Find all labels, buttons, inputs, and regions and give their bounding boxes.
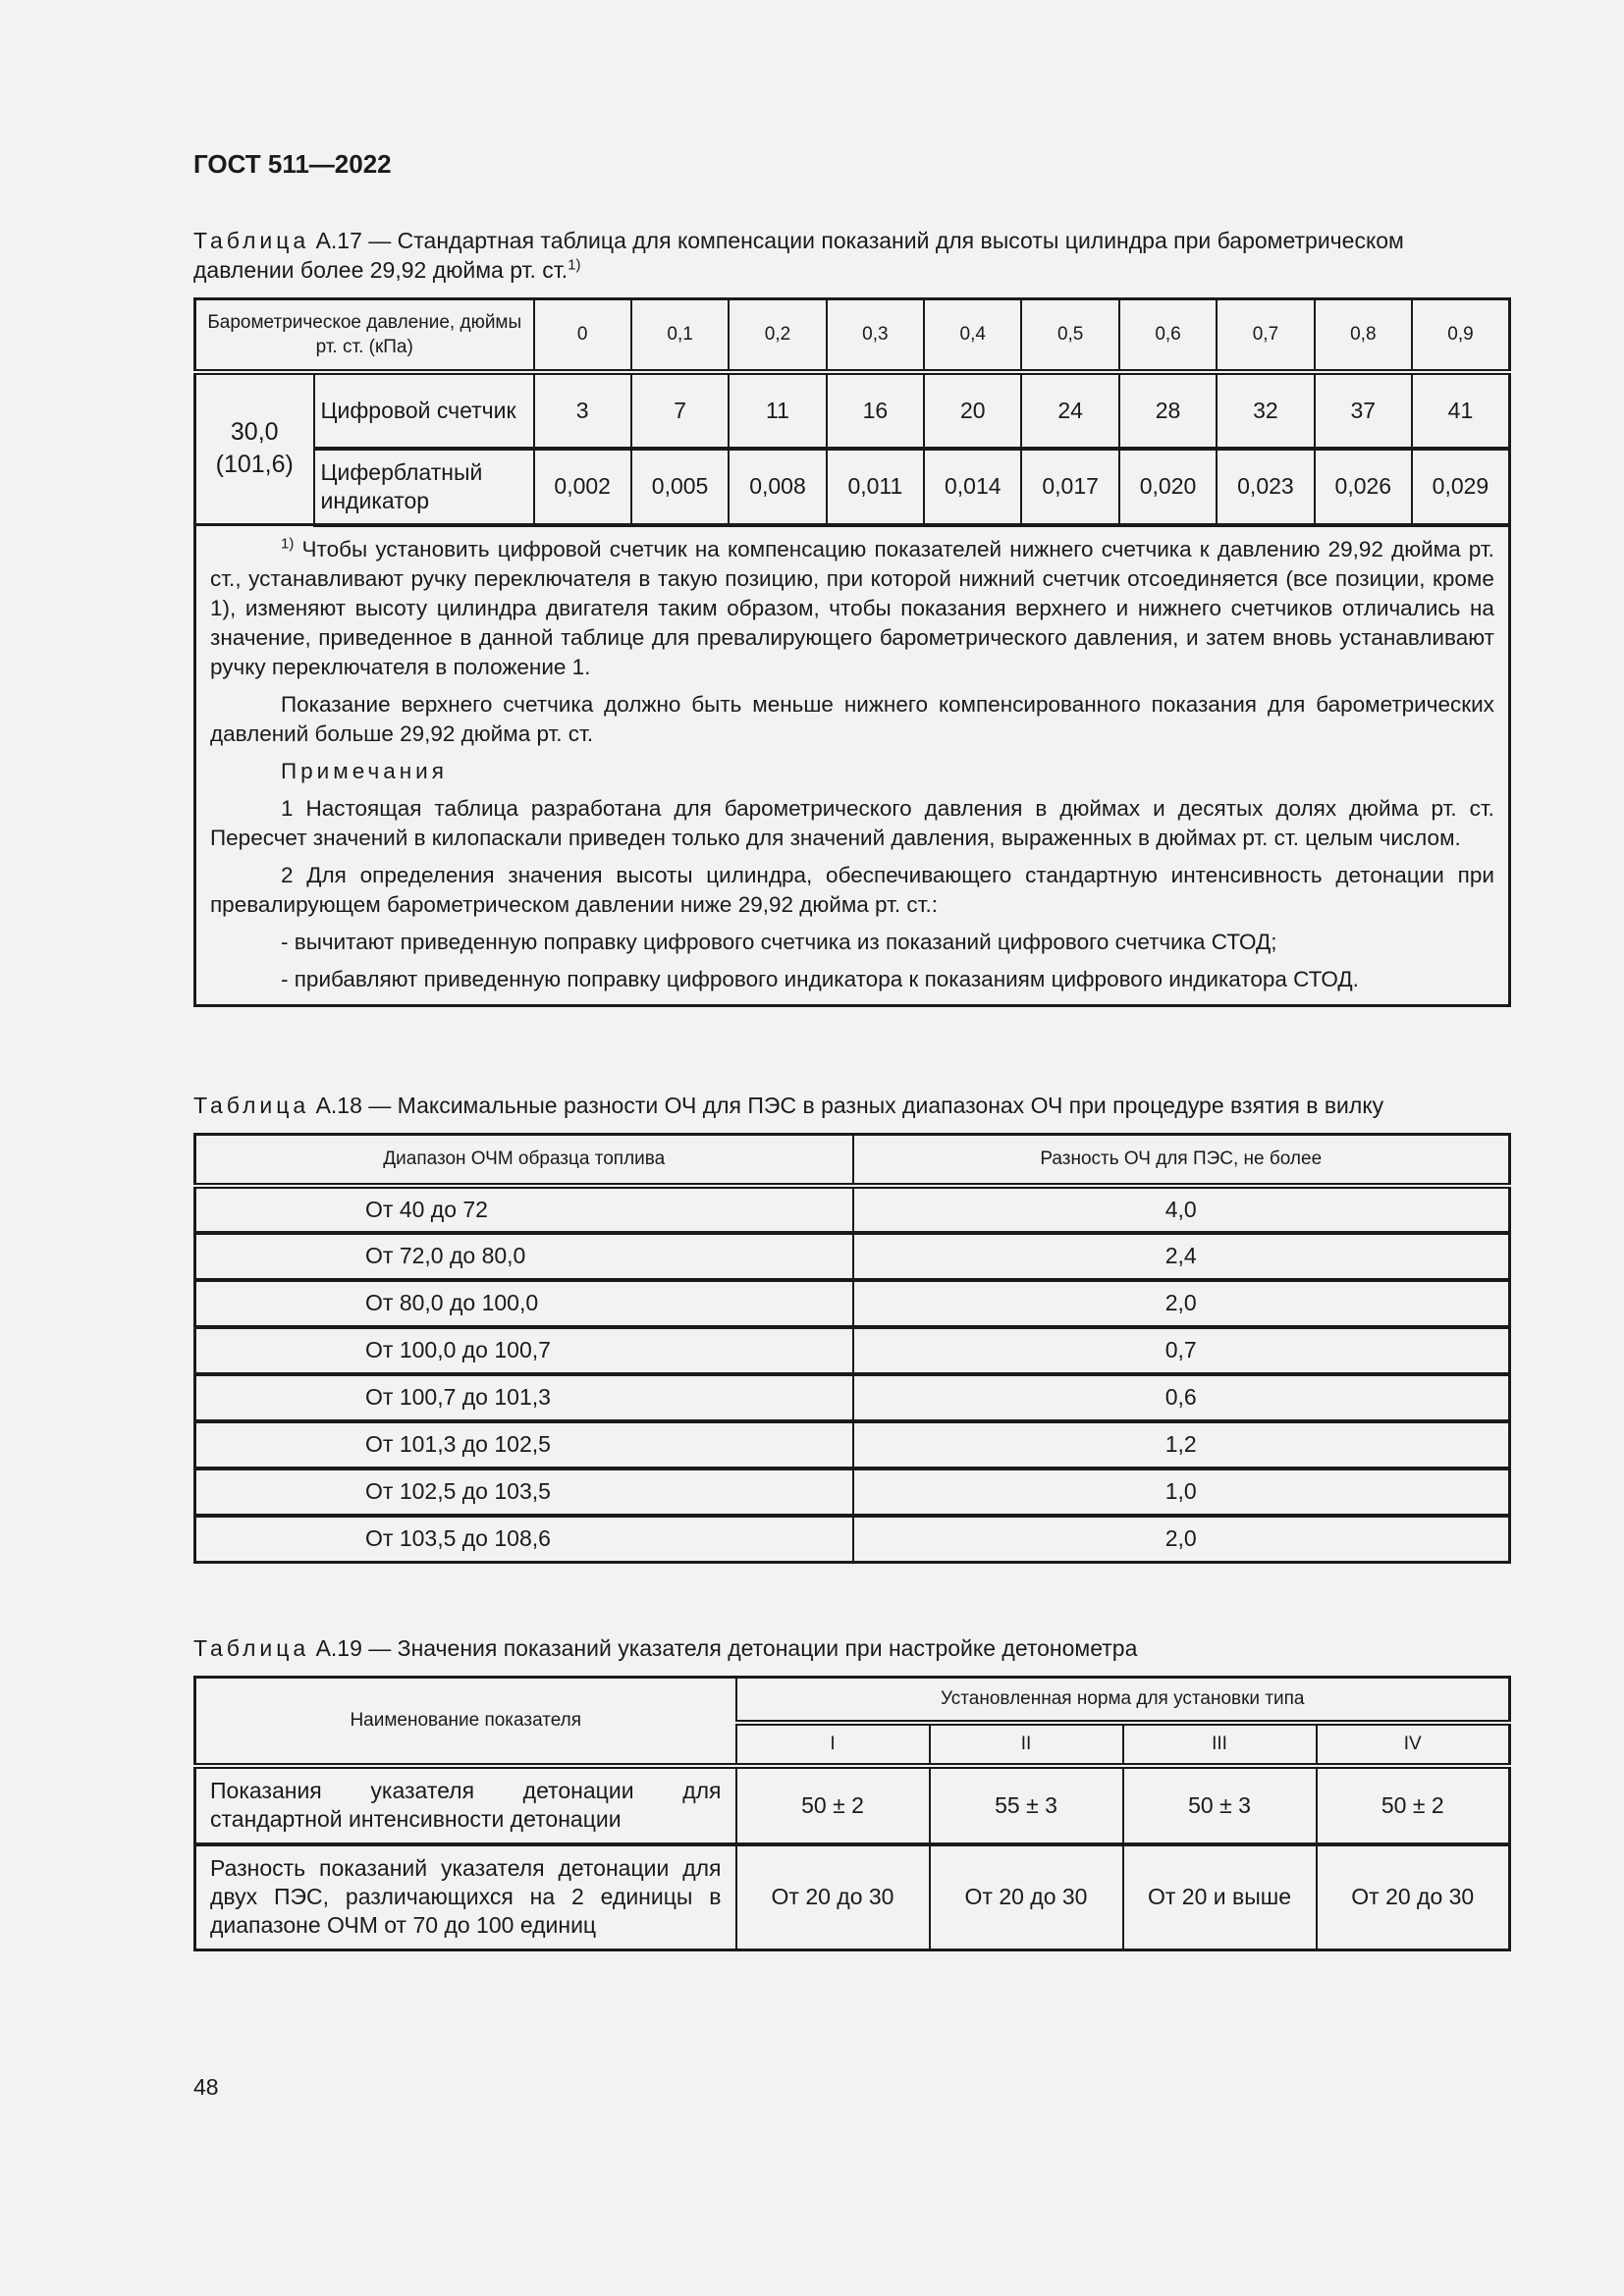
table-row — [195, 372, 1510, 449]
table-cell: 4,0 — [853, 1186, 1510, 1233]
table-cell: 2,0 — [853, 1280, 1510, 1327]
table-cell: 50 ± 3 — [1123, 1766, 1317, 1844]
column-header: Наименование показателя — [195, 1678, 736, 1766]
table-cell: От 20 до 30 — [930, 1844, 1123, 1950]
table-cell: 3 — [534, 372, 631, 449]
table-a19 — [193, 1676, 1511, 1951]
table-cell: 0,026 — [1315, 449, 1412, 525]
table-cell: 32 — [1217, 372, 1314, 449]
table-row — [195, 449, 1510, 525]
table-row — [195, 1844, 1510, 1950]
table-cell: 0,014 — [924, 449, 1021, 525]
table-cell: От 101,3 до 102,5 — [195, 1421, 853, 1468]
column-group-header: Установленная норма для установки типа — [736, 1678, 1510, 1723]
table-notes — [195, 525, 1510, 1006]
table-cell: 0,7 — [853, 1327, 1510, 1374]
column-header: IV — [1317, 1723, 1510, 1766]
column-header: III — [1123, 1723, 1317, 1766]
column-header: Барометрическое давление, дюймы рт. ст. (кПа) — [195, 299, 534, 372]
table-cell: От 20 до 30 — [736, 1844, 930, 1950]
note: 2 Для определения значения высоты цилиндра, обеспечивающего стандартную интенсивность детонации при превалирующем барометрическом давлении ниже 29,92 дюйма рт. ст.: — [210, 862, 1494, 917]
list-item: - прибавляют приведенную поправку цифрового индикатора к показаниям цифрового индикатора СТОД. — [281, 966, 1359, 991]
table-row — [195, 1280, 1510, 1327]
table-header-row — [195, 1135, 1510, 1186]
table-cell: 0,008 — [729, 449, 826, 525]
table-cell: 24 — [1021, 372, 1118, 449]
table-cell: 0,011 — [827, 449, 924, 525]
table-cell: 55 ± 3 — [930, 1766, 1123, 1844]
table-cell: 0,020 — [1119, 449, 1217, 525]
table-cell: 2,0 — [853, 1516, 1510, 1563]
table-cell: От 80,0 до 100,0 — [195, 1280, 853, 1327]
table-cell: 0,6 — [853, 1374, 1510, 1421]
table-cell: От 20 до 30 — [1317, 1844, 1510, 1950]
table-cell: 7 — [631, 372, 729, 449]
table-row — [195, 1421, 1510, 1468]
column-header: 0,3 — [827, 299, 924, 372]
table-cell: От 102,5 до 103,5 — [195, 1468, 853, 1516]
table-a19-caption: Таблица А.19 — Значения показаний указателя детонации при настройке детонометра — [193, 1635, 1138, 1661]
notes-row — [195, 525, 1510, 1006]
column-header: I — [736, 1723, 930, 1766]
table-cell: 0,017 — [1021, 449, 1118, 525]
table-cell: 50 ± 2 — [1317, 1766, 1510, 1844]
table-a17-caption: Таблица А.17 — Стандартная таблица для компенсации показаний для высоты цилиндра при барометрическом давлении более 29,92 дюйма рт. ст.$^{1)}$ — [193, 228, 1404, 283]
table-cell: 37 — [1315, 372, 1412, 449]
group-label: 30,0 (101,6) — [195, 372, 314, 525]
column-header: 0 — [534, 299, 631, 372]
column-header: 0,6 — [1119, 299, 1217, 372]
column-header: 0,8 — [1315, 299, 1412, 372]
column-header: 0,4 — [924, 299, 1021, 372]
table-cell: 0,029 — [1412, 449, 1509, 525]
column-header: 0,2 — [729, 299, 826, 372]
column-header: 0,1 — [631, 299, 729, 372]
table-row — [195, 1186, 1510, 1233]
column-header: Разность ОЧ для ПЭС, не более — [853, 1135, 1510, 1186]
table-cell: 1,0 — [853, 1468, 1510, 1516]
table-row — [195, 1327, 1510, 1374]
table-row — [195, 1374, 1510, 1421]
column-header: II — [930, 1723, 1123, 1766]
table-cell: 0,023 — [1217, 449, 1314, 525]
paragraph: Показание верхнего счетчика должно быть меньше нижнего компенсированного показания для барометрических давлений больше 29,92 дюйма рт. ст. — [210, 691, 1494, 746]
footnote: $^{1)}$ Чтобы установить цифровой счетчик на компенсацию показателей нижнего счетчика к давлению 29,92 дюйма рт. ст., устанавливают ручку переключателя в такую позицию, при которой нижний счетчик отсоединяется (все позиции, кроме 1), изменяют высоту цилиндра двигателя таким образом, чтобы показания верхнего и нижнего счетчиков отличались на значение, приведенное в данной таблице для превалирующего барометрического давления, и затем вновь устанавливают ручку переключателя в положение 1. — [210, 535, 1494, 679]
column-header: Диапазон ОЧМ образца топлива — [195, 1135, 853, 1186]
table-header-row — [195, 299, 1510, 372]
table-row — [195, 1233, 1510, 1280]
document-header: ГОСТ 511—2022 — [193, 149, 392, 179]
table-cell: От 20 и выше — [1123, 1844, 1317, 1950]
table-a18-caption: Таблица А.18 — Максимальные разности ОЧ для ПЭС в разных диапазонах ОЧ при процедуре взятия в вилку — [193, 1093, 1384, 1118]
table-cell: 50 ± 2 — [736, 1766, 930, 1844]
table-header-row — [195, 1678, 1510, 1723]
table-cell: 11 — [729, 372, 826, 449]
table-row — [195, 1468, 1510, 1516]
column-header: 0,9 — [1412, 299, 1509, 372]
row-label: Показания указателя детонации для стандартной интенсивности детонации — [195, 1766, 736, 1844]
table-a18 — [193, 1133, 1511, 1564]
table-cell: От 72,0 до 80,0 — [195, 1233, 853, 1280]
table-cell: 0,005 — [631, 449, 729, 525]
row-label: Циферблатный индикатор — [314, 449, 534, 525]
row-label: Разность показаний указателя детонации для двух ПЭС, различающихся на 2 единицы в диапазоне ОЧМ от 70 до 100 единиц — [195, 1844, 736, 1950]
table-cell: 1,2 — [853, 1421, 1510, 1468]
table-cell: 16 — [827, 372, 924, 449]
row-label: Цифровой счетчик — [314, 372, 534, 449]
table-cell: 28 — [1119, 372, 1217, 449]
column-header: 0,5 — [1021, 299, 1118, 372]
table-cell: От 100,0 до 100,7 — [195, 1327, 853, 1374]
page-number: 48 — [193, 2074, 219, 2100]
table-cell: От 100,7 до 101,3 — [195, 1374, 853, 1421]
table-cell: От 103,5 до 108,6 — [195, 1516, 853, 1563]
table-cell: 41 — [1412, 372, 1509, 449]
table-cell: 20 — [924, 372, 1021, 449]
table-cell: От 40 до 72 — [195, 1186, 853, 1233]
note: 1 Настоящая таблица разработана для барометрического давления в дюймах и десятых долях дюйма рт. ст. Пересчет значений в килопаскали приведен только для значений давления, выраженных в дюймах рт. ст. целым числом. — [210, 795, 1494, 850]
column-header: 0,7 — [1217, 299, 1314, 372]
notes-title: Примечания — [281, 758, 448, 783]
table-row — [195, 1516, 1510, 1563]
table-a17 — [193, 297, 1511, 1007]
list-item: - вычитают приведенную поправку цифрового счетчика из показаний цифрового счетчика СТОД; — [281, 929, 1277, 954]
table-cell: 2,4 — [853, 1233, 1510, 1280]
table-cell: 0,002 — [534, 449, 631, 525]
table-row — [195, 1766, 1510, 1844]
